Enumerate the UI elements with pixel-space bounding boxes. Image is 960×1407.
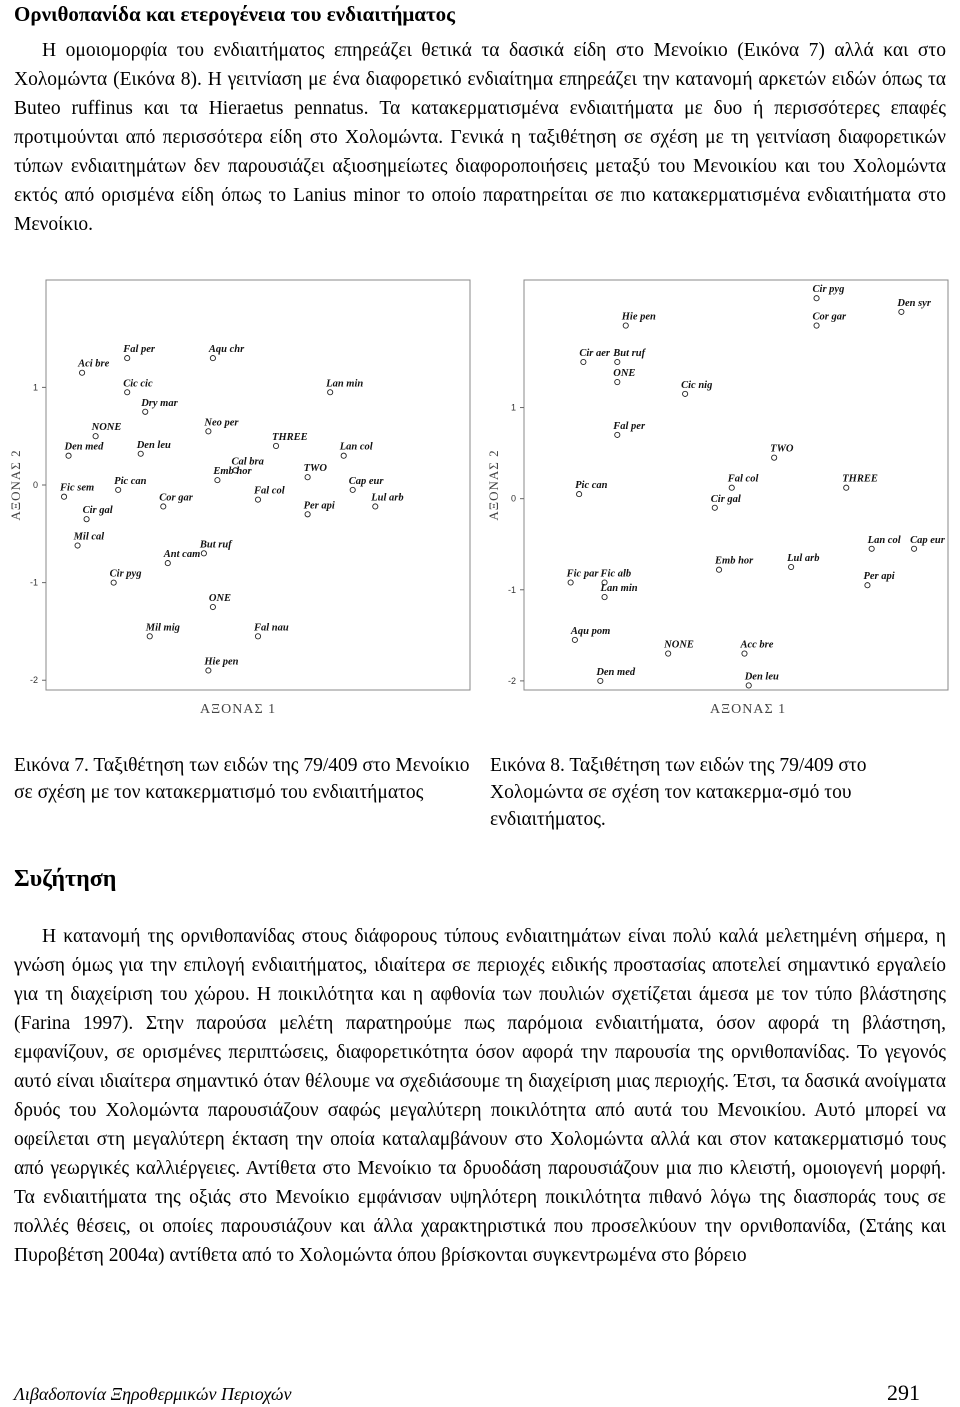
- point-label: Cic nig: [681, 379, 713, 391]
- point-label: Fic par: [566, 568, 599, 580]
- data-point: [328, 390, 333, 395]
- data-point: [746, 683, 751, 688]
- data-point: [206, 429, 211, 434]
- point-label: Fal col: [727, 473, 759, 485]
- data-point: [615, 432, 620, 437]
- y-tick-label: 0: [32, 480, 38, 490]
- point-label: THREE: [842, 473, 878, 485]
- point-label: ONE: [208, 593, 232, 605]
- data-point: [598, 678, 603, 683]
- figure-8-xlabel: ΑΞΟΝΑΣ 1: [710, 702, 787, 717]
- point-label: NONE: [91, 422, 122, 434]
- data-point: [143, 409, 148, 414]
- figure-7-caption: Εικόνα 7. Ταξιθέτηση των ειδών της 79/409 στο Μενοίκιο σε σχέση με τον κατακερματισμό του ενδιαιτήματος: [14, 755, 470, 803]
- y-tick-label: -1: [29, 577, 38, 588]
- point-label: Cir gal: [82, 505, 113, 517]
- data-point: [581, 359, 586, 364]
- data-point: [602, 594, 607, 599]
- point-label: ONE: [613, 368, 636, 380]
- point-label: Per api: [863, 571, 895, 583]
- data-point: [61, 494, 66, 499]
- point-label: Cor gar: [812, 311, 847, 323]
- point-label: Per api: [303, 500, 335, 512]
- data-point: [79, 370, 84, 375]
- point-label: Den med: [596, 666, 636, 678]
- point-label: But ruf: [613, 348, 646, 359]
- data-point: [215, 478, 220, 483]
- data-point: [125, 355, 130, 360]
- data-point: [255, 497, 260, 502]
- figure-8: [482, 272, 956, 724]
- data-point: [615, 359, 620, 364]
- data-point: [844, 485, 849, 490]
- data-point: [865, 583, 870, 588]
- discussion-paragraph: [14, 922, 946, 1270]
- point-label: Fal per: [123, 344, 155, 356]
- data-point: [84, 517, 89, 522]
- point-label: Neo per: [204, 417, 239, 429]
- y-tick-label: -2: [29, 675, 38, 686]
- point-label: Lul arb: [371, 492, 404, 504]
- data-point: [729, 485, 734, 490]
- point-label: Lan min: [326, 378, 364, 390]
- y-tick-label: -1: [507, 584, 516, 595]
- y-tick-label: 0: [510, 493, 516, 504]
- y-tick-label: -2: [507, 675, 516, 686]
- y-tick-label: 1: [32, 382, 38, 393]
- point-label: Cap eur: [910, 534, 945, 546]
- data-point: [138, 451, 143, 456]
- data-point: [789, 564, 794, 569]
- point-label: Lul arb: [787, 553, 820, 564]
- y-axis-title: ΑΞΟΝΑΣ 2: [8, 449, 23, 521]
- data-point: [305, 475, 310, 480]
- point-label: THREE: [272, 431, 308, 443]
- data-point: [255, 634, 260, 639]
- data-point: [623, 323, 628, 328]
- point-label: Den syr: [897, 297, 931, 309]
- data-point: [742, 651, 747, 656]
- data-point: [125, 390, 130, 395]
- data-point: [577, 492, 582, 497]
- footer-journal: Λιβαδοπονία Ξηροθερμικών Περιοχών: [14, 1384, 292, 1404]
- point-label: Aci bre: [78, 358, 110, 370]
- point-label: Fal nau: [254, 622, 289, 634]
- point-label: Fic sem: [60, 482, 95, 494]
- point-label: Cir pyg: [109, 568, 142, 580]
- point-label: Lan col: [867, 534, 901, 546]
- point-label: Den med: [64, 441, 104, 453]
- figure-7: [4, 272, 478, 724]
- data-point: [75, 543, 80, 548]
- y-axis-title: ΑΞΟΝΑΣ 2: [486, 449, 501, 521]
- data-point: [210, 604, 215, 609]
- point-label: Aqu pom: [570, 625, 611, 637]
- data-point: [772, 455, 777, 460]
- point-label: Fal per: [613, 420, 646, 432]
- point-label: Cir aer: [579, 348, 611, 359]
- point-label: TWO: [303, 463, 327, 475]
- figure-7-xlabel: ΑΞΟΝΑΣ 1: [200, 702, 277, 717]
- data-point: [206, 668, 211, 673]
- point-label: NONE: [664, 639, 694, 651]
- point-label: Den leu: [136, 439, 171, 451]
- point-label: Emb hor: [715, 555, 754, 567]
- data-point: [93, 434, 98, 439]
- data-point: [305, 512, 310, 517]
- data-point: [911, 546, 916, 551]
- data-point: [666, 651, 671, 656]
- point-label: Fal col: [254, 485, 285, 497]
- point-label: Ant cam: [163, 549, 201, 561]
- intro-text: Η ομοιομορφία του ενδιαιτήματος επηρεάζει θετικά τα δασικά είδη στο Μενοίκιο (Εικόνα 7) αλλά και στο Χολομώντα (Εικόνα 8). Η γειτνίαση με ένα διαφορετικό ενδιαίτημα επηρεάζει την κατανομή αρκετών ειδών όπως τα Buteo ruffinus και τα Hieraetus pennatus. Τα κατακερματισμένα ενδιαιτήματα με δυο ή περισσότερες επαφές προτιμούνται από περισσότερα είδη στο Χολομώντα. Γενικά η ταξιθέτηση σε σχέση με τη γειτνίαση διαφορετικών τύπων ενδιαιτημάτων δεν παρουσιάζει αξιοσημείωτες διαφοροποιήσεις μεταξύ του Μενοικίου και του Χολομώντα εκτός από ορισμένα είδη όπως το Lanius minor το οποίο παρατηρείται σε πιο κατακερματισμένα ενδιαιτήματα στο Μενοίκιο.: [14, 40, 946, 235]
- point-label: Emb hor: [213, 466, 252, 478]
- point-label: Mil mig: [145, 622, 180, 634]
- point-label: Cir gal: [710, 493, 741, 505]
- data-point: [111, 580, 116, 585]
- data-point: [341, 453, 346, 458]
- point-label: Pic can: [575, 480, 608, 492]
- point-label: Den leu: [744, 671, 779, 683]
- data-point: [161, 504, 166, 509]
- point-label: Cal bra: [231, 456, 264, 468]
- data-point: [201, 551, 206, 556]
- point-label: Lan min: [600, 583, 638, 595]
- data-point: [814, 323, 819, 328]
- figure-8-caption: Εικόνα 8. Ταξιθέτηση των ειδών της 79/409 στο Χολομώντα σε σχέση τον κατακερμα-σμό του ενδιαιτήματος.: [490, 755, 867, 830]
- point-label: TWO: [770, 443, 794, 455]
- point-label: Cap eur: [348, 475, 384, 487]
- data-point: [210, 355, 215, 360]
- data-point: [716, 567, 721, 572]
- data-point: [147, 634, 152, 639]
- point-label: Aqu chr: [208, 344, 245, 356]
- data-point: [273, 443, 278, 448]
- data-point: [568, 580, 573, 585]
- data-point: [572, 637, 577, 642]
- section-heading: Ορνιθοπανίδα και ετερογένεια του ενδιαιτήματος: [14, 2, 456, 26]
- data-point: [116, 487, 121, 492]
- discussion-title: Συζήτηση: [14, 866, 117, 892]
- data-point: [712, 505, 717, 510]
- data-point: [869, 546, 874, 551]
- data-point: [615, 379, 620, 384]
- data-point: [814, 296, 819, 301]
- intro-paragraph: [14, 36, 946, 239]
- data-point: [373, 504, 378, 509]
- point-label: Fic alb: [600, 568, 632, 580]
- scatter-chart-8: [482, 272, 956, 724]
- point-label: Lan col: [339, 441, 373, 453]
- data-point: [899, 309, 904, 314]
- discussion-text: Η κατανομή της ορνιθοπανίδας στους διάφορους τύπους ενδιαιτημάτων είναι πολύ καλά μελετημένη σήμερα, η γνώση όμως για την επιλογή ενδιαιτήματος, ιδιαίτερα σε περιοχές ειδικής προστασίας αποτελεί σημαντικό εργαλείο για τη διαχείριση του χώρου. Η ποικιλότητα και η αφθονία των πουλιών σχετίζεται άμεσα με τον τύπο βλάστησης (Farina 1997). Στην παρούσα μελέτη παρατηρούμε πως παρόμοια ενδιαιτήματα, όσον αφορά τη βλάστηση, εμφανίζουν, σε ορισμένες περιπτώσεις, διαφορετικότητα όσον αφορά την παρουσία της ορνιθοπανίδας. Το γεγονός αυτό είναι ιδιαίτερα σημαντικό όταν θέλουμε να σχεδιάσουμε τη διαχείριση μιας περιοχής. Έτσι, τα δασικά ανοίγματα δρυός του Χολομώντα παρουσιάζουν σαφώς μεγαλύτερη ποικιλότητα από αυτά του Μενοικίου. Αυτό μπορεί να οφείλεται στη μεγαλύτερη έκταση την οποία καταλαμβάνουν στο Χολομώντα αλλά και στον κατακερματισμό τους από γεωργικές καλλιέργειες. Αντίθετα στο Μενοίκιο τα δρυοδάση παρουσιάζουν μια πιο κλειστή, ομοιογενή μορφή. Τα ενδιαιτήματα της οξιάς στο Μενοίκιο εμφάνισαν υψηλότερη ποικιλότητα πιθανό λόγω της διασποράς τους σε πολλές θέσεις, οι οποίες παρουσιάζουν και άλλα χαρακτηριστικά που προσελκύουν την ορνιθοπανίδα, (Στάης και Πυροβέτση 2004α) αντίθετα από το Χολομώντα όπου βρίσκονται συγκεντρωμένα στο βόρειο: [14, 926, 946, 1266]
- point-label: Hie pen: [204, 656, 239, 668]
- page-number: 291: [887, 1380, 920, 1405]
- data-point: [683, 391, 688, 396]
- data-point: [165, 560, 170, 565]
- point-label: Cir pyg: [812, 284, 845, 296]
- data-point: [66, 453, 71, 458]
- point-label: Cor gar: [159, 492, 193, 504]
- point-label: But ruf: [199, 539, 232, 551]
- y-tick-label: 1: [510, 402, 516, 413]
- point-label: Cic cic: [123, 378, 153, 390]
- point-label: Acc bre: [740, 639, 774, 651]
- point-label: Pic can: [114, 475, 147, 487]
- point-label: Mil cal: [73, 531, 105, 543]
- point-label: Dry mar: [141, 397, 178, 409]
- data-point: [350, 487, 355, 492]
- point-label: Hie pen: [621, 311, 656, 323]
- scatter-chart-7: [4, 272, 478, 724]
